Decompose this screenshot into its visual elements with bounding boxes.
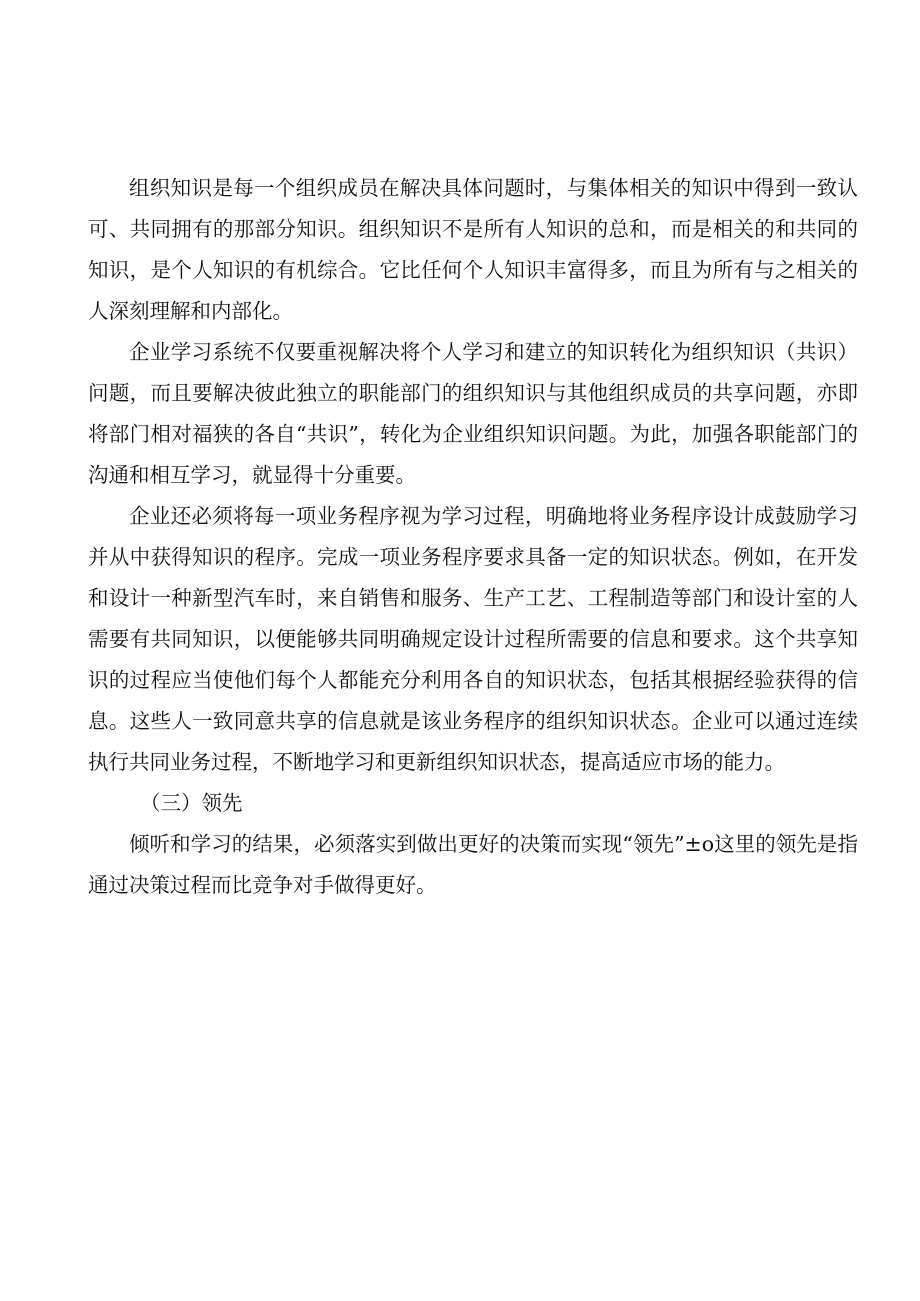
paragraph-organizational-knowledge: 组织知识是每一个组织成员在解决具体问题时，与集体相关的知识中得到一致认可、共同拥有的那部分知识。组织知识不是所有人知识的总和，而是相关的和共同的知识，是个人知识的有机综合。它比任何个人知识丰富得多，而且为所有与之相关的人深刻理解和内部化。 (88, 176, 858, 323)
paragraph-business-process: 企业还必须将每一项业务程序视为学习过程，明确地将业务程序设计成鼓励学习并从中获得知识的程序。完成一项业务程序要求具备一定的知识状态。例如，在开发和设计一种新型汽车时，来自销售和服务、生产工艺、工程制造等部门和设计室的人需要有共同知识，以便能够共同明确规定设计过程所需要的信息和要求。这个共享知识的过程应当使他们每个人都能充分利用各自的知识状态，包括其根据经验获得的信息。这些人一致同意共享的信息就是该业务程序的组织知识状态。企业可以通过连续执行共同业务过程，不断地学习和更新组织知识状态，提高适应市场的能力。 (88, 504, 858, 774)
paragraph-leading: 倾听和学习的结果，必须落实到做出更好的决策而实现“领先”±o这里的领先是指通过决策过程而比竞争对手做得更好。 (88, 832, 858, 897)
document-body (88, 168, 858, 906)
section-heading: （三）领先 (140, 791, 243, 815)
paragraph-learning-system: 企业学习系统不仅要重视解决将个人学习和建立的知识转化为组织知识（共识）问题，而且要解决彼此独立的职能部门的组织知识与其他组织成员的共享问题，亦即将部门相对福狭的各自“共识”，转化为企业组织知识问题。为此，加强各职能部门的沟通和相互学习，就显得十分重要。 (88, 340, 858, 487)
